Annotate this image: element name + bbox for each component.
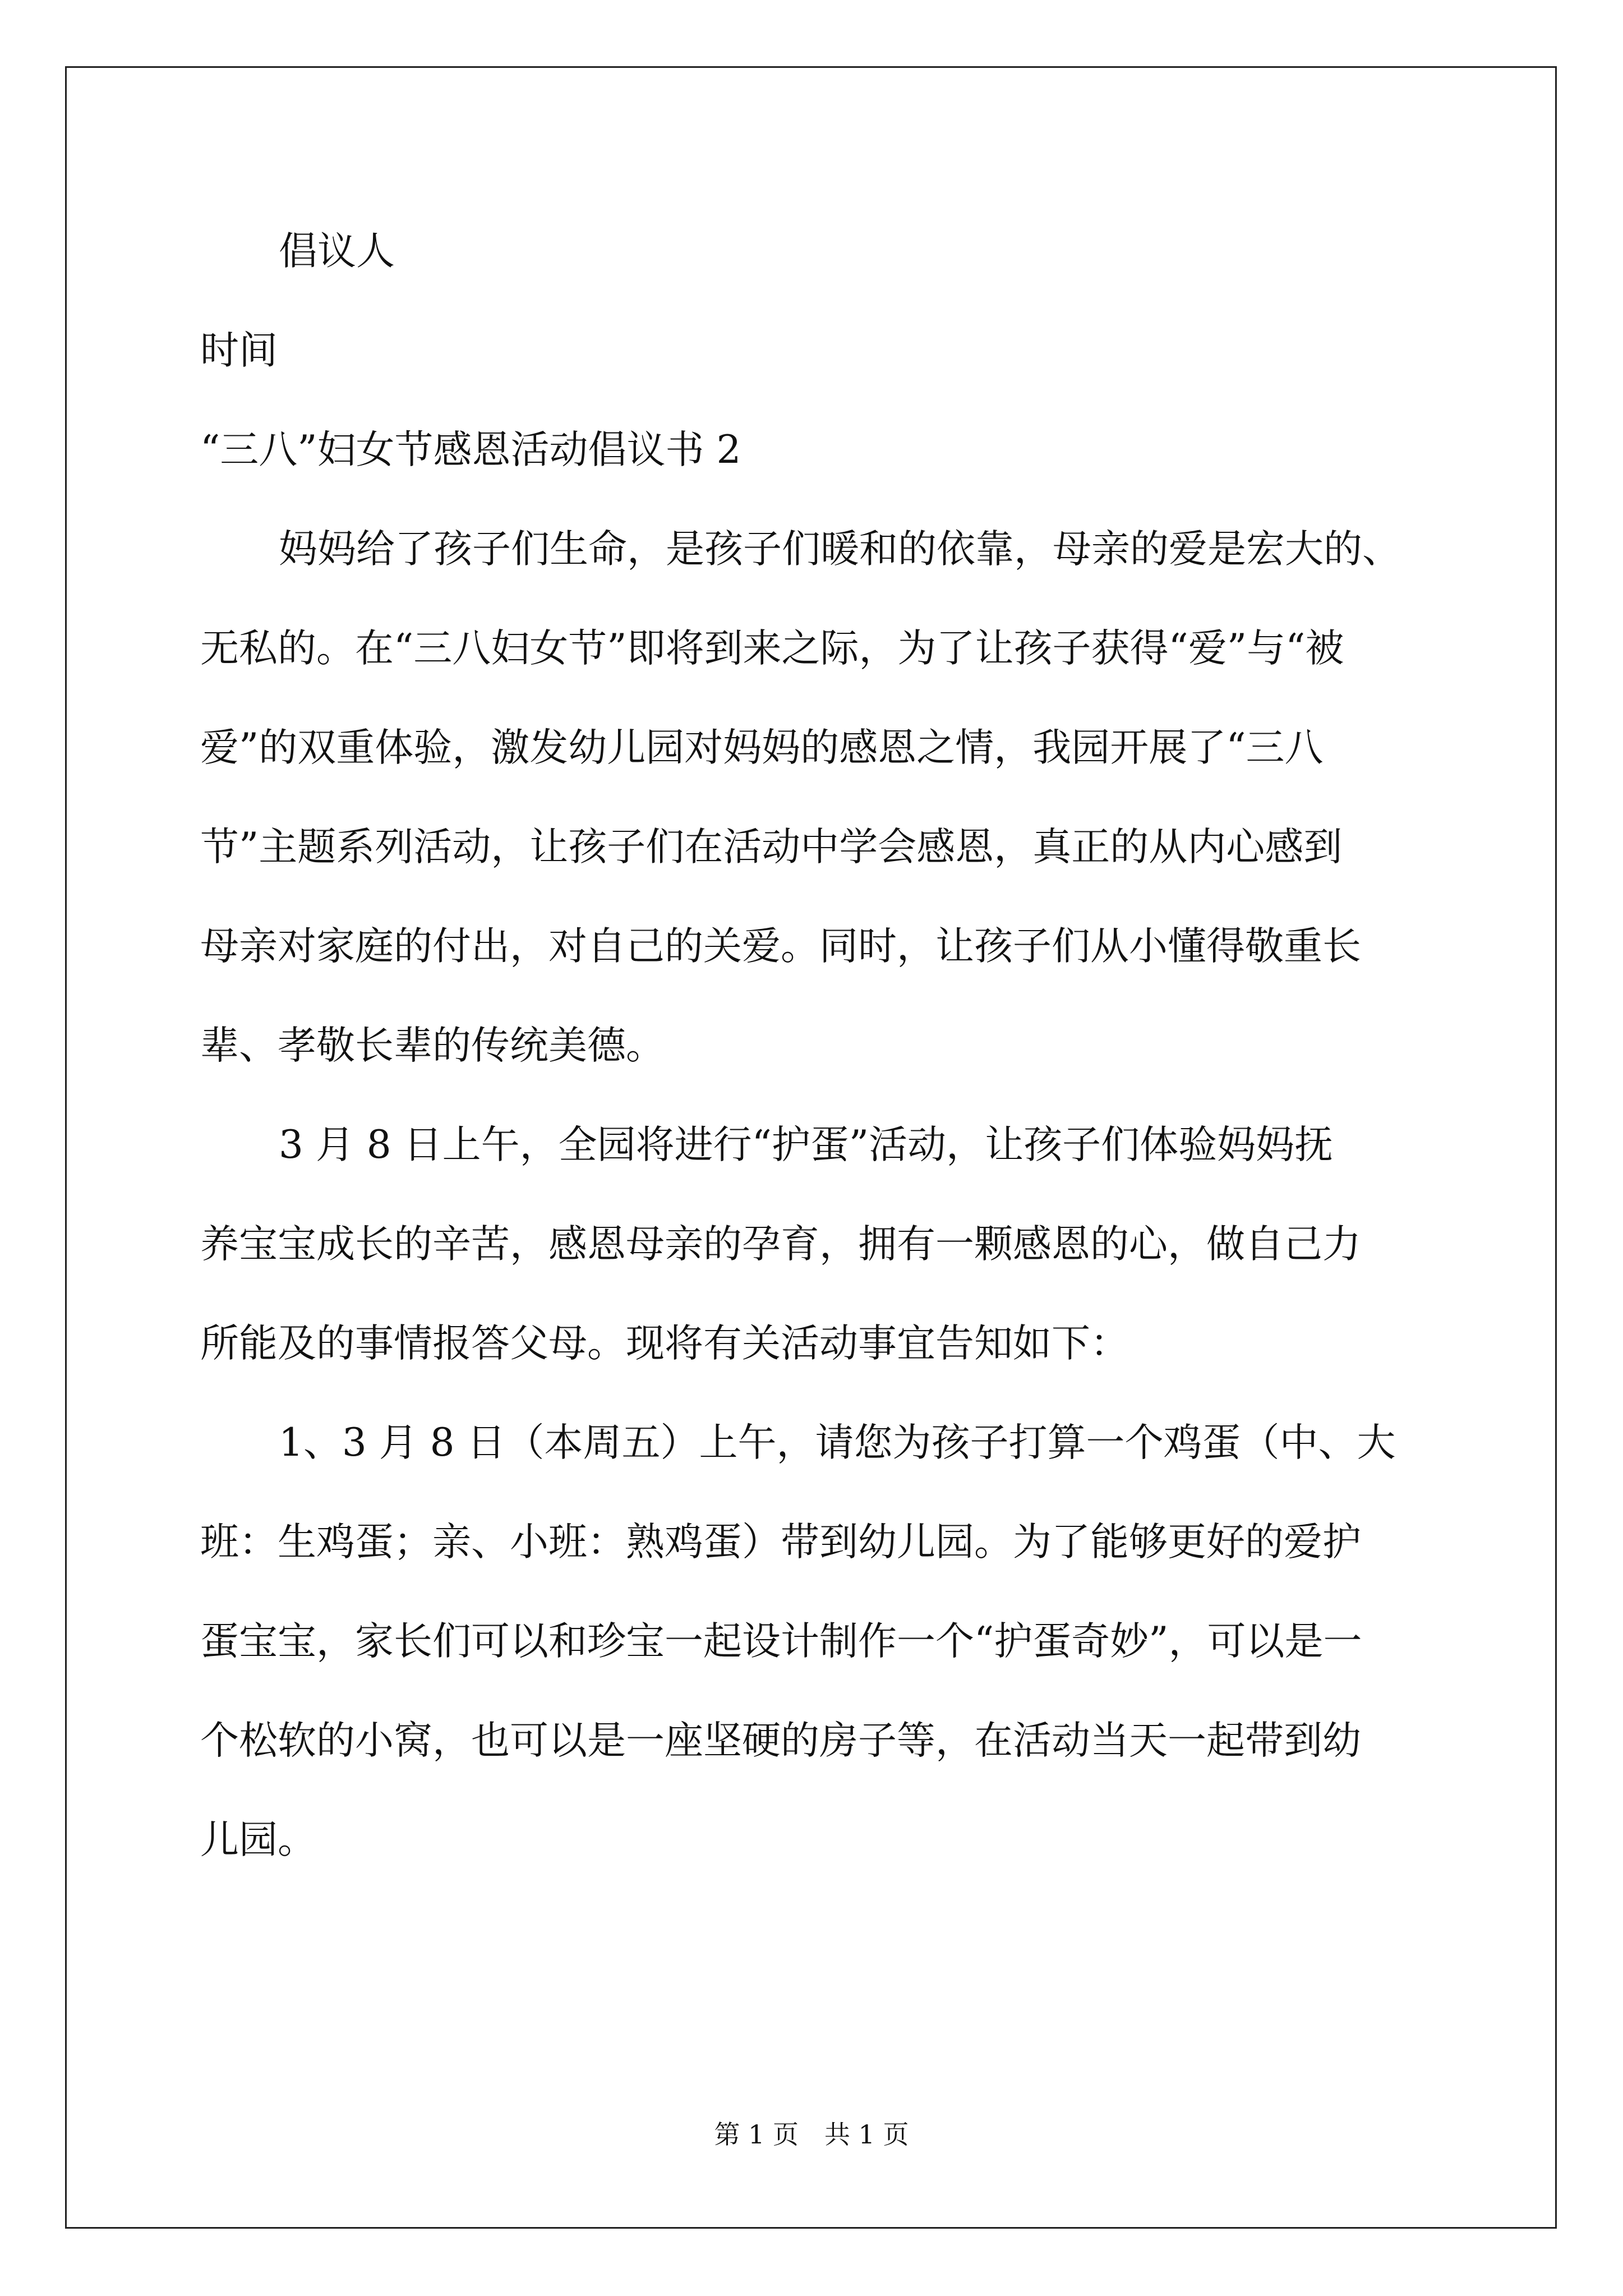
text-line: 1、3 月 8 日（本周五）上午，请您为孩子打算一个鸡蛋（中、大 — [279, 1420, 1396, 1465]
text-line: 班：生鸡蛋；亲、小班：熟鸡蛋）带到幼儿园。为了能够更好的爱护 — [200, 1520, 1361, 1565]
signer-label: 倡议人 — [279, 229, 395, 274]
text-line: 3 月 8 日上午，全园将进行“护蛋”活动，让孩子们体验妈妈抚 — [279, 1122, 1334, 1167]
text-line: 儿园。 — [200, 1818, 316, 1862]
text-line: 所能及的事情报答父母。现将有关活动事宜告知如下： — [200, 1321, 1129, 1366]
page-footer — [0, 2118, 1623, 2151]
text-line: 妈妈给了孩子们生命，是孩子们暖和的依靠，母亲的爱是宏大的、 — [279, 527, 1401, 572]
text-line: 节”主题系列活动，让孩子们在活动中学会感恩，真正的从内心感到 — [200, 825, 1343, 869]
text-line: 无私的。在“三八妇女节”即将到来之际，为了让孩子获得“爱”与“被 — [200, 626, 1344, 671]
text-line: 养宝宝成长的辛苦，感恩母亲的孕育，拥有一颗感恩的心，做自己力 — [200, 1222, 1361, 1267]
page-total: 共 1 页 — [824, 2119, 909, 2150]
date-label: 时间 — [200, 328, 278, 373]
text-line: 蛋宝宝，家长们可以和珍宝一起设计制作一个“护蛋奇妙”，可以是一 — [200, 1619, 1362, 1664]
section-title: “三八”妇女节感恩活动倡议书 2 — [200, 427, 741, 472]
document-body — [200, 202, 1434, 1890]
text-line: 爱”的双重体验，激发幼儿园对妈妈的感恩之情，我园开展了“三八 — [200, 725, 1324, 770]
text-line: 辈、孝敬长辈的传统美德。 — [200, 1023, 665, 1068]
text-line: 母亲对家庭的付出，对自己的关爱。同时，让孩子们从小懂得敬重长 — [200, 924, 1361, 969]
page-number: 第 1 页 — [714, 2119, 799, 2150]
text-line: 个松软的小窝，也可以是一座坚硬的房子等，在活动当天一起带到幼 — [200, 1718, 1361, 1763]
